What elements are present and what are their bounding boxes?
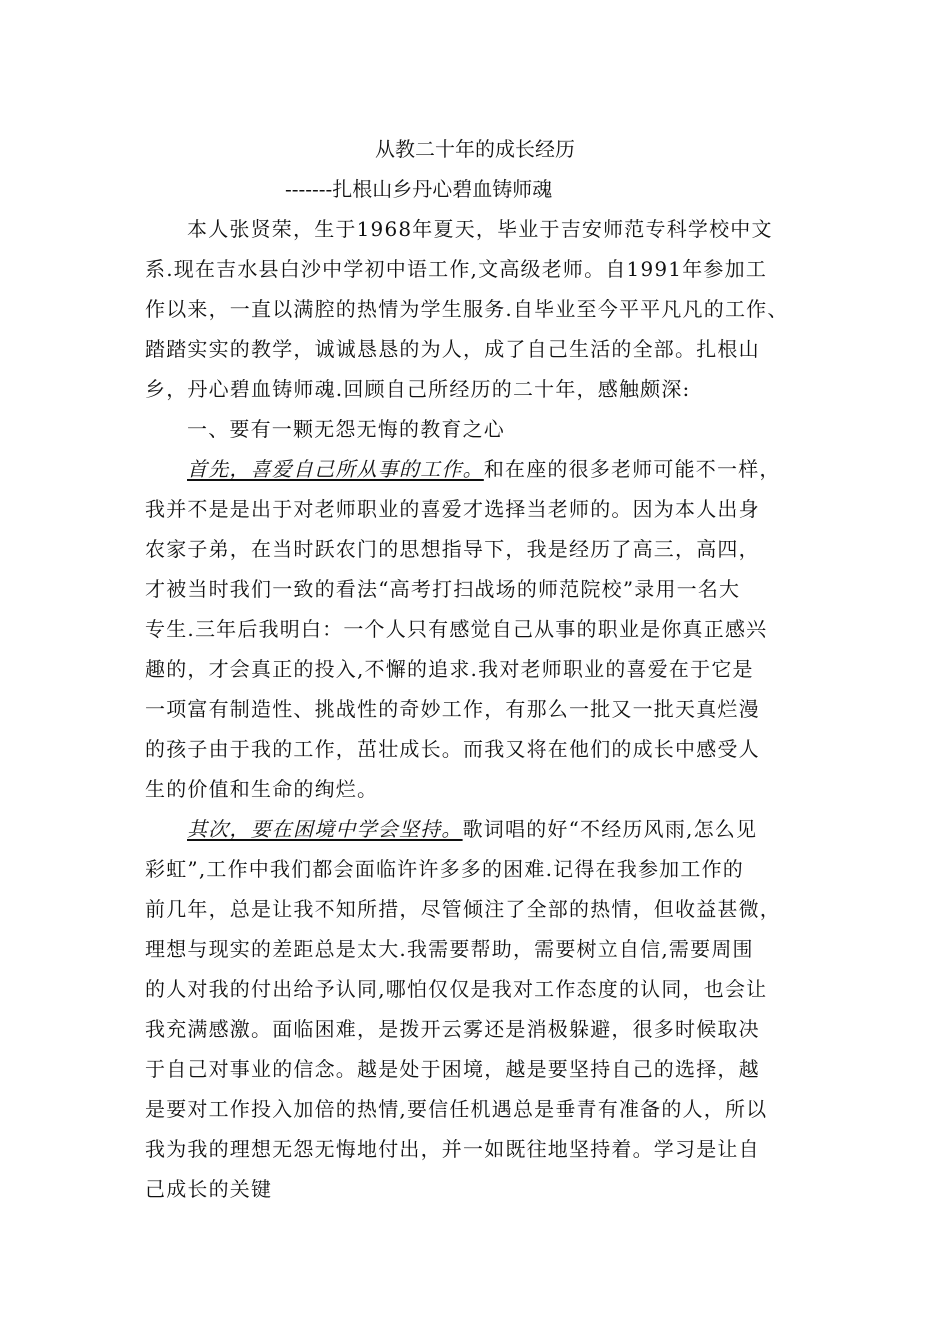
document-title: 从教二十年的成长经历 [375,137,575,161]
document-subtitle: -------扎根山乡丹心碧血铸师魂 [285,177,553,201]
text-line: 趣的，才会真正的投入,不懈的追求.我对老师职业的喜爱在于它是 [145,657,754,681]
text-line: 彩虹”,工作中我们都会面临许许多多的困难.记得在我参加工作的 [145,857,744,881]
text-line: 前几年，总是让我不知所措，尽管倾注了全部的热情，但收益甚微， [145,897,781,921]
text-line [187,816,757,842]
text-segment: 和在座的很多老师可能不一样， [483,457,781,481]
text-line: 我充满感激。面临困难，是拨开云雾还是消极躲避，很多时候取决 [145,1017,760,1041]
text-line: 我为我的理想无怨无悔地付出，并一如既往地坚持着。学习是让自 [145,1137,760,1161]
text-line: 是要对工作投入加倍的热情,要信任机遇总是垂青有准备的人，所以 [145,1097,768,1121]
emphasis-first: 首先，喜爱自己所从事的工作。 [187,457,484,481]
text-line: 的人对我的付出给予认同,哪怕仅仅是我对工作态度的认同，也会让 [145,977,768,1001]
text-line: 作以来，一直以满腔的热情为学生服务.自毕业至今平平凡凡的工作、 [145,297,789,321]
text-segment: 歌词唱的好“不经历风雨,怎么见 [462,817,758,841]
text-line: 我并不是是出于对老师职业的喜爱才选择当老师的。因为本人出身 [145,497,760,521]
text-line: 系.现在吉水县白沙中学初中语工作,文高级老师。自1991年参加工 [145,257,768,281]
text-line: 于自己对事业的信念。越是处于困境，越是要坚持自己的选择，越 [145,1057,760,1081]
text-line: 己成长的关键 [145,1177,273,1201]
emphasis-second: 其次，要在困境中学会坚持。 [187,817,463,841]
text-line: 农家子弟，在当时跃农门的思想指导下，我是经历了高三，高四， [145,537,760,561]
text-line: 理想与现实的差距总是太大.我需要帮助，需要树立自信,需要周围 [145,937,754,961]
text-line: 乡，丹心碧血铸师魂.回顾自己所经历的二十年，感触颇深: [145,377,691,401]
text-line: 生的价值和生命的绚烂。 [145,777,379,801]
text-line: 专生.三年后我明白：一个人只有感觉自己从事的职业是你真正感兴 [145,617,768,641]
text-line: 的孩子由于我的工作，茁壮成长。而我又将在他们的成长中感受人 [145,737,760,761]
text-line [187,456,781,482]
section-heading: 一、要有一颗无怨无悔的教育之心 [187,417,505,441]
text-line: 一项富有制造性、挑战性的奇妙工作，有那么一批又一批天真烂漫 [145,697,760,721]
text-line: 本人张贤荣，生于1968年夏天，毕业于吉安师范专科学校中文 [187,217,773,241]
text-line: 才被当时我们一致的看法“高考打扫战场的师范院校”录用一名大 [145,577,741,601]
text-line: 踏踏实实的教学，诚诚恳恳的为人，成了自己生活的全部。扎根山 [145,337,760,361]
